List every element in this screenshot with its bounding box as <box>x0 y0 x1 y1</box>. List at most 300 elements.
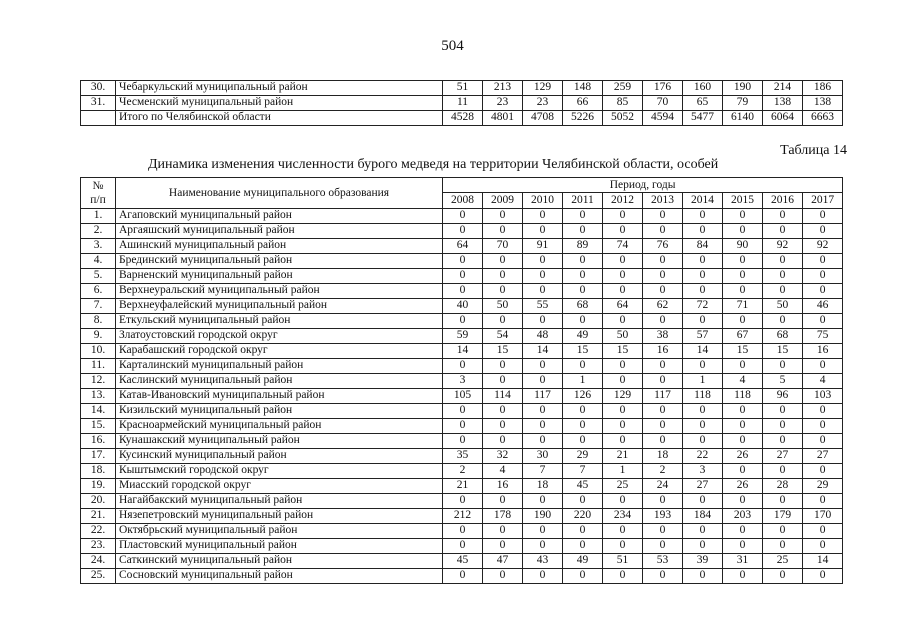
value-cell: 72 <box>683 298 723 313</box>
value-cell: 0 <box>603 373 643 388</box>
value-cell: 90 <box>723 238 763 253</box>
value-cell: 0 <box>483 283 523 298</box>
value-cell: 184 <box>683 508 723 523</box>
value-cell: 0 <box>723 463 763 478</box>
municipality-name: Кизильский муниципальный район <box>116 403 443 418</box>
value-cell: 0 <box>683 313 723 328</box>
value-cell: 0 <box>643 268 683 283</box>
municipality-name: Еткульский муниципальный район <box>116 313 443 328</box>
value-cell: 40 <box>443 298 483 313</box>
municipality-name: Карталинский муниципальный район <box>116 358 443 373</box>
value-cell: 0 <box>603 433 643 448</box>
value-cell: 0 <box>683 253 723 268</box>
value-cell: 0 <box>683 568 723 583</box>
value-cell: 126 <box>563 388 603 403</box>
value-cell: 3 <box>443 373 483 388</box>
value-cell: 0 <box>483 373 523 388</box>
value-cell: 129 <box>603 388 643 403</box>
value-cell: 0 <box>763 358 803 373</box>
value-cell: 16 <box>803 343 843 358</box>
value-cell: 0 <box>683 223 723 238</box>
value-cell: 0 <box>603 268 643 283</box>
table-row <box>81 523 843 538</box>
value-cell: 0 <box>723 313 763 328</box>
value-cell: 0 <box>803 493 843 508</box>
value-cell: 46 <box>803 298 843 313</box>
value-cell: 45 <box>443 553 483 568</box>
table-row <box>81 283 843 298</box>
value-cell: 0 <box>563 403 603 418</box>
value-cell: 0 <box>443 208 483 223</box>
value-cell: 65 <box>683 96 723 111</box>
value-cell: 67 <box>723 328 763 343</box>
value-cell: 6140 <box>723 111 763 126</box>
value-cell: 0 <box>763 538 803 553</box>
value-cell: 4 <box>723 373 763 388</box>
value-cell: 0 <box>803 223 843 238</box>
value-cell: 0 <box>723 358 763 373</box>
value-cell: 7 <box>563 463 603 478</box>
row-number: 21. <box>81 508 116 523</box>
value-cell: 0 <box>723 268 763 283</box>
value-cell: 96 <box>763 388 803 403</box>
value-cell: 0 <box>803 523 843 538</box>
value-cell: 0 <box>563 313 603 328</box>
table-row <box>81 298 843 313</box>
value-cell: 28 <box>763 478 803 493</box>
header-year: 2017 <box>803 193 843 208</box>
page-number: 504 <box>441 38 464 54</box>
header-year: 2009 <box>483 193 523 208</box>
value-cell: 18 <box>523 478 563 493</box>
value-cell: 59 <box>443 328 483 343</box>
value-cell: 0 <box>523 433 563 448</box>
value-cell: 50 <box>763 298 803 313</box>
value-cell: 105 <box>443 388 483 403</box>
municipality-name: Нагайбакский муниципальный район <box>116 493 443 508</box>
value-cell: 5 <box>763 373 803 388</box>
value-cell: 0 <box>523 493 563 508</box>
value-cell: 0 <box>803 538 843 553</box>
value-cell: 43 <box>523 553 563 568</box>
header-year: 2008 <box>443 193 483 208</box>
value-cell: 4 <box>483 463 523 478</box>
value-cell: 29 <box>563 448 603 463</box>
value-cell: 5052 <box>603 111 643 126</box>
table-row <box>81 81 843 96</box>
municipality-name: Агаповский муниципальный район <box>116 208 443 223</box>
value-cell: 50 <box>603 328 643 343</box>
value-cell: 0 <box>763 463 803 478</box>
value-cell: 0 <box>803 403 843 418</box>
value-cell: 11 <box>443 96 483 111</box>
value-cell: 4801 <box>483 111 523 126</box>
value-cell: 0 <box>563 223 603 238</box>
value-cell: 118 <box>723 388 763 403</box>
table-row <box>81 388 843 403</box>
value-cell: 74 <box>603 238 643 253</box>
header-num-line1: № <box>92 179 104 192</box>
value-cell: 0 <box>723 208 763 223</box>
value-cell: 0 <box>803 208 843 223</box>
value-cell: 26 <box>723 448 763 463</box>
value-cell: 0 <box>523 208 563 223</box>
value-cell: 117 <box>523 388 563 403</box>
value-cell: 0 <box>723 568 763 583</box>
value-cell: 176 <box>643 81 683 96</box>
row-number: 3. <box>81 238 116 253</box>
value-cell: 26 <box>723 478 763 493</box>
value-cell: 0 <box>643 538 683 553</box>
value-cell: 0 <box>483 523 523 538</box>
header-year: 2013 <box>643 193 683 208</box>
table-row <box>81 253 843 268</box>
value-cell: 0 <box>443 403 483 418</box>
value-cell: 0 <box>683 268 723 283</box>
value-cell: 0 <box>483 433 523 448</box>
value-cell: 0 <box>483 313 523 328</box>
value-cell: 0 <box>723 253 763 268</box>
value-cell: 0 <box>683 418 723 433</box>
value-cell: 2 <box>643 463 683 478</box>
header-num-line2: п/п <box>90 193 106 206</box>
value-cell: 51 <box>603 553 643 568</box>
table-row <box>81 328 843 343</box>
value-cell: 0 <box>723 403 763 418</box>
value-cell: 0 <box>683 433 723 448</box>
value-cell: 0 <box>443 313 483 328</box>
value-cell: 0 <box>603 493 643 508</box>
header-year: 2012 <box>603 193 643 208</box>
table-row <box>81 268 843 283</box>
value-cell: 0 <box>443 253 483 268</box>
row-number: 14. <box>81 403 116 418</box>
table-row <box>81 418 843 433</box>
value-cell: 0 <box>563 568 603 583</box>
header-row-1 <box>81 178 843 193</box>
value-cell: 0 <box>803 253 843 268</box>
value-cell: 0 <box>643 313 683 328</box>
row-number: 6. <box>81 283 116 298</box>
value-cell: 1 <box>603 463 643 478</box>
row-number: 2. <box>81 223 116 238</box>
municipality-name: Сосновский муниципальный район <box>116 568 443 583</box>
value-cell: 0 <box>763 223 803 238</box>
value-cell: 4594 <box>643 111 683 126</box>
value-cell: 79 <box>723 96 763 111</box>
value-cell: 0 <box>803 463 843 478</box>
value-cell: 27 <box>803 448 843 463</box>
value-cell: 0 <box>443 358 483 373</box>
value-cell: 30 <box>523 448 563 463</box>
value-cell: 0 <box>483 253 523 268</box>
value-cell: 0 <box>443 538 483 553</box>
value-cell: 103 <box>803 388 843 403</box>
value-cell: 53 <box>643 553 683 568</box>
value-cell: 23 <box>523 96 563 111</box>
value-cell: 0 <box>563 358 603 373</box>
previous-table-continuation <box>80 80 843 126</box>
table-row <box>81 478 843 493</box>
value-cell: 5477 <box>683 111 723 126</box>
value-cell: 138 <box>763 96 803 111</box>
header-name: Наименование муниципального образования <box>116 178 443 209</box>
value-cell: 220 <box>563 508 603 523</box>
table-row <box>81 553 843 568</box>
value-cell: 148 <box>563 81 603 96</box>
row-number: 31. <box>81 96 116 111</box>
value-cell: 259 <box>603 81 643 96</box>
value-cell: 38 <box>643 328 683 343</box>
value-cell: 39 <box>683 553 723 568</box>
value-cell: 5226 <box>563 111 603 126</box>
value-cell: 0 <box>483 208 523 223</box>
table-row <box>81 403 843 418</box>
value-cell: 45 <box>563 478 603 493</box>
value-cell: 15 <box>563 343 603 358</box>
value-cell: 193 <box>643 508 683 523</box>
row-number: 8. <box>81 313 116 328</box>
header-year: 2014 <box>683 193 723 208</box>
value-cell: 27 <box>683 478 723 493</box>
value-cell: 0 <box>603 403 643 418</box>
value-cell: 92 <box>803 238 843 253</box>
value-cell: 0 <box>723 538 763 553</box>
value-cell: 55 <box>523 298 563 313</box>
value-cell: 0 <box>683 283 723 298</box>
value-cell: 0 <box>483 268 523 283</box>
value-cell: 0 <box>763 403 803 418</box>
value-cell: 0 <box>643 358 683 373</box>
row-number: 30. <box>81 81 116 96</box>
table-row <box>81 96 843 111</box>
table-row <box>81 313 843 328</box>
municipality-name: Октябрьский муниципальный район <box>116 523 443 538</box>
value-cell: 117 <box>643 388 683 403</box>
value-cell: 138 <box>803 96 843 111</box>
municipality-name: Аргаяшский муниципальный район <box>116 223 443 238</box>
row-number: 19. <box>81 478 116 493</box>
value-cell: 178 <box>483 508 523 523</box>
value-cell: 0 <box>483 493 523 508</box>
value-cell: 0 <box>683 208 723 223</box>
value-cell: 0 <box>523 568 563 583</box>
value-cell: 21 <box>443 478 483 493</box>
value-cell: 0 <box>563 208 603 223</box>
row-number: 7. <box>81 298 116 313</box>
row-number: 22. <box>81 523 116 538</box>
header-year: 2010 <box>523 193 563 208</box>
value-cell: 214 <box>763 81 803 96</box>
value-cell: 0 <box>603 568 643 583</box>
value-cell: 0 <box>443 268 483 283</box>
value-cell: 0 <box>643 418 683 433</box>
municipality-name: Миасский городской округ <box>116 478 443 493</box>
value-cell: 85 <box>603 96 643 111</box>
value-cell: 16 <box>643 343 683 358</box>
value-cell: 0 <box>563 283 603 298</box>
table-row <box>81 208 843 223</box>
table-row <box>81 508 843 523</box>
value-cell: 1 <box>683 373 723 388</box>
municipality-name: Карабашский городской округ <box>116 343 443 358</box>
table-label: Таблица 14 <box>780 143 847 158</box>
value-cell: 234 <box>603 508 643 523</box>
value-cell: 0 <box>603 283 643 298</box>
value-cell: 0 <box>803 568 843 583</box>
value-cell: 0 <box>603 208 643 223</box>
value-cell: 0 <box>723 283 763 298</box>
value-cell: 0 <box>483 538 523 553</box>
value-cell: 0 <box>683 538 723 553</box>
value-cell: 0 <box>523 283 563 298</box>
row-number: 24. <box>81 553 116 568</box>
value-cell: 0 <box>563 493 603 508</box>
value-cell: 0 <box>763 433 803 448</box>
value-cell: 129 <box>523 81 563 96</box>
value-cell: 0 <box>443 523 483 538</box>
value-cell: 0 <box>603 538 643 553</box>
value-cell: 64 <box>443 238 483 253</box>
value-cell: 7 <box>523 463 563 478</box>
value-cell: 15 <box>603 343 643 358</box>
value-cell: 50 <box>483 298 523 313</box>
value-cell: 0 <box>483 418 523 433</box>
municipality-name: Каслинский муниципальный район <box>116 373 443 388</box>
value-cell: 0 <box>563 523 603 538</box>
value-cell: 0 <box>763 493 803 508</box>
value-cell: 0 <box>523 523 563 538</box>
value-cell: 0 <box>523 403 563 418</box>
table-row <box>81 538 843 553</box>
row-number: 13. <box>81 388 116 403</box>
row-number: 11. <box>81 358 116 373</box>
value-cell: 0 <box>683 358 723 373</box>
value-cell: 0 <box>603 523 643 538</box>
value-cell: 0 <box>763 268 803 283</box>
value-cell: 0 <box>803 433 843 448</box>
value-cell: 0 <box>563 253 603 268</box>
value-cell: 212 <box>443 508 483 523</box>
row-number: 18. <box>81 463 116 478</box>
value-cell: 15 <box>723 343 763 358</box>
municipality-name: Катав-Ивановский муниципальный район <box>116 388 443 403</box>
value-cell: 16 <box>483 478 523 493</box>
value-cell: 57 <box>683 328 723 343</box>
row-number: 23. <box>81 538 116 553</box>
value-cell: 68 <box>763 328 803 343</box>
value-cell: 0 <box>763 418 803 433</box>
value-cell: 179 <box>763 508 803 523</box>
row-number: 5. <box>81 268 116 283</box>
table-row <box>81 463 843 478</box>
value-cell: 0 <box>803 283 843 298</box>
row-number <box>81 111 116 126</box>
value-cell: 0 <box>443 283 483 298</box>
value-cell: 0 <box>643 568 683 583</box>
value-cell: 4528 <box>443 111 483 126</box>
table-title: Динамика изменения численности бурого медведя на территории Челябинской области, особей <box>148 157 719 172</box>
value-cell: 0 <box>723 223 763 238</box>
value-cell: 0 <box>443 493 483 508</box>
value-cell: 25 <box>603 478 643 493</box>
value-cell: 89 <box>563 238 603 253</box>
row-number: 17. <box>81 448 116 463</box>
value-cell: 0 <box>683 403 723 418</box>
value-cell: 27 <box>763 448 803 463</box>
value-cell: 70 <box>483 238 523 253</box>
value-cell: 32 <box>483 448 523 463</box>
value-cell: 0 <box>603 223 643 238</box>
value-cell: 0 <box>483 568 523 583</box>
value-cell: 48 <box>523 328 563 343</box>
value-cell: 84 <box>683 238 723 253</box>
municipality-name: Верхнеуральский муниципальный район <box>116 283 443 298</box>
value-cell: 0 <box>803 358 843 373</box>
value-cell: 0 <box>563 268 603 283</box>
value-cell: 0 <box>643 493 683 508</box>
value-cell: 0 <box>563 433 603 448</box>
municipality-name: Саткинский муниципальный район <box>116 553 443 568</box>
row-number: 25. <box>81 568 116 583</box>
municipality-name: Кунашакский муниципальный район <box>116 433 443 448</box>
table-row <box>81 433 843 448</box>
value-cell: 71 <box>723 298 763 313</box>
value-cell: 6064 <box>763 111 803 126</box>
value-cell: 62 <box>643 298 683 313</box>
header-year: 2016 <box>763 193 803 208</box>
value-cell: 70 <box>643 96 683 111</box>
value-cell: 0 <box>443 433 483 448</box>
municipality-name: Варненский муниципальный район <box>116 268 443 283</box>
municipality-name: Брединский муниципальный район <box>116 253 443 268</box>
row-number: 16. <box>81 433 116 448</box>
municipality-name: Кыштымский городской округ <box>116 463 443 478</box>
municipality-name: Верхнеуфалейский муниципальный район <box>116 298 443 313</box>
header-period: Период, годы <box>443 178 843 193</box>
value-cell: 0 <box>683 493 723 508</box>
value-cell: 21 <box>603 448 643 463</box>
value-cell: 0 <box>523 313 563 328</box>
value-cell: 0 <box>803 418 843 433</box>
table-row <box>81 493 843 508</box>
value-cell: 0 <box>483 223 523 238</box>
value-cell: 0 <box>723 433 763 448</box>
table-row <box>81 238 843 253</box>
value-cell: 0 <box>443 568 483 583</box>
value-cell: 0 <box>723 523 763 538</box>
value-cell: 4 <box>803 373 843 388</box>
value-cell: 0 <box>763 568 803 583</box>
value-cell: 64 <box>603 298 643 313</box>
value-cell: 0 <box>763 253 803 268</box>
value-cell: 75 <box>803 328 843 343</box>
value-cell: 0 <box>643 223 683 238</box>
value-cell: 203 <box>723 508 763 523</box>
municipality-name: Нязепетровский муниципальный район <box>116 508 443 523</box>
value-cell: 0 <box>643 208 683 223</box>
value-cell: 0 <box>563 418 603 433</box>
row-number: 10. <box>81 343 116 358</box>
row-number: 20. <box>81 493 116 508</box>
value-cell: 0 <box>483 358 523 373</box>
value-cell: 0 <box>643 253 683 268</box>
value-cell: 47 <box>483 553 523 568</box>
row-number: 12. <box>81 373 116 388</box>
value-cell: 190 <box>523 508 563 523</box>
value-cell: 14 <box>523 343 563 358</box>
value-cell: 0 <box>803 313 843 328</box>
